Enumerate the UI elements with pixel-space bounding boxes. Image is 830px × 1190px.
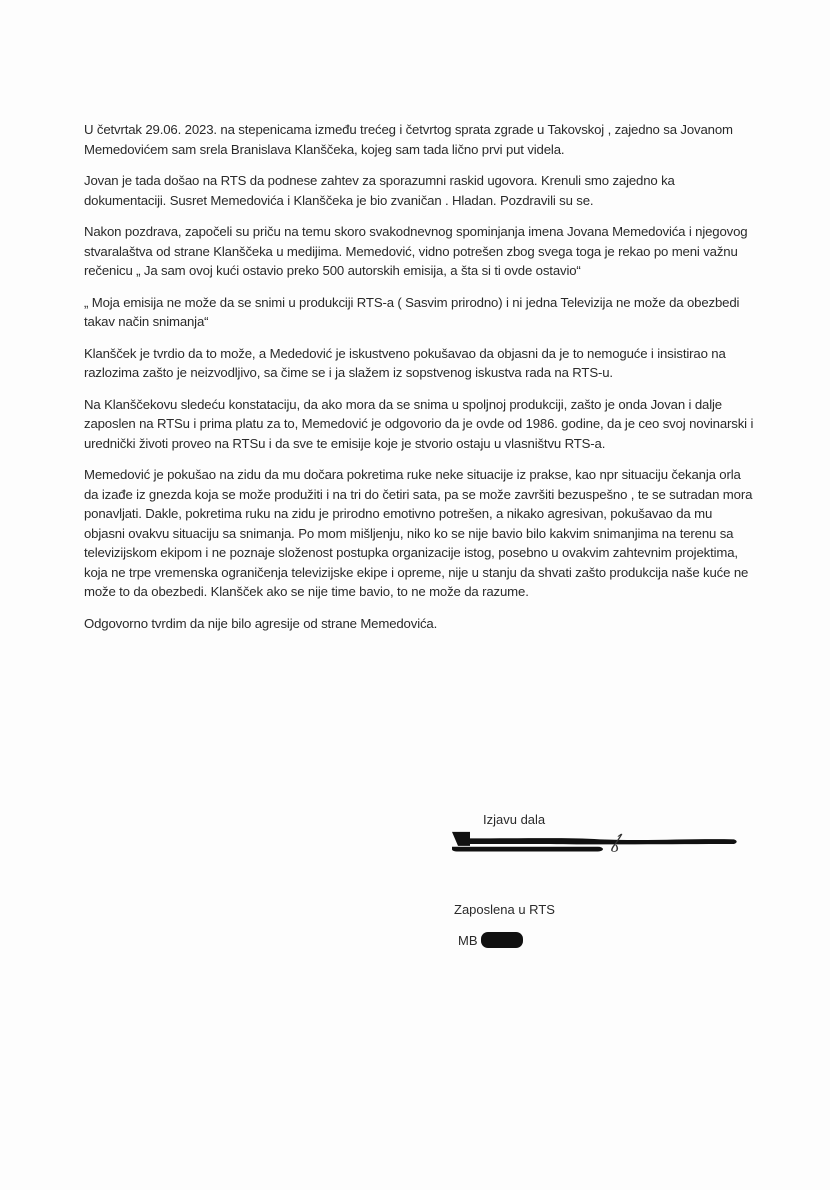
mb-line [458,932,523,948]
paragraph-4: „ Moja emisija ne može da se snimi u produkciji RTS-a ( Sasvim prirodno) i ni jedna Televizija ne može da obezbedi takav način snimanja“ [84,294,740,329]
paragraph-3: Nakon pozdrava, započeli su priču na temu skoro svakodnevnog spominjanja imena Jovana Memedovića i njegovog stvaralaštva od strane Klanščeka u medijima. Memedović, vidno potrešen zbog svega toga je rekao po meni važnu rečenicu „ Ja sam ovoj kući ostavio preko 500 autorskih emisija, a šta si ti ovde ostavio“ [84,224,748,278]
paragraph-5: Klanšček je tvrdio da to može, a Mededović je iskustveno pokušavao da objasni da je to nemoguće i insistirao na razlozima zašto je neizvodljivo, sa čime se i ja slažem iz sopstvenog iskustva rada na RTS-u. [84,345,726,380]
paragraph-7: Memedović je pokušao na zidu da mu dočara pokretima ruke neke situacije iz prakse, kao npr situaciju čekanja orla da izađe iz gnezda koja se može produžiti i na tri do četiri sata, pa se može završiti bezuspešno , te se sutradan mora ponavljati. Dakle, pokretima ruku na zidu je prirodno emotivno potrešen, a nikako agresivan, pokušavao da mu objasni ovakvu situaciju sa snimanja. Po mom mišljenju, niko ko se nije bavio bilo kakvim snimanjima na terenu sa televizijskom ekipom i ne poznaje složenost postupka organizacije istog, posebno u ovakvim zahtevnim projektima, koja ne trpe vremenska ograničenja televizijske ekipe i opreme, nije u stanju da shvati zašto produkcija naše kuće ne može to da obezbedi. Klanšček ako se nije time bavio, to ne može da razume. [84,467,753,599]
mb-label: MB [458,932,478,948]
paragraph-8: Odgovorno tvrdim da nije bilo agresije od strane Memedovića. [84,615,438,631]
paragraph-2: Jovan je tada došao na RTS da podnese zahtev za sporazumni raskid ugovora. Krenuli smo zajedno ka dokumentaciji. Susret Memedovića i Klanščeka je bio zvaničan . Hladan. Pozdravili su se. [84,173,675,208]
redacted-signature [450,830,740,858]
paragraph-1: U četvrtak 29.06. 2023. na stepenicama između trećeg i četvrtog sprata zgrade u Takovskoj , zajedno sa Jovanom Memedovićem sam srela Branislava Klanščeka, kojeg sam tada lično prvi put videla. [84,122,733,157]
paragraph-6: Na Klanščekovu sledeću konstataciju, da ako mora da se snima u spoljnoj produkciji, zašto je onda Jovan i dalje zaposlen na RTSu i prima platu za to, Memedović je odgovorio da je ovde od 1986. godine, da je ceo svoj novinarski i urednički životi proveo na RTSu i da sve te emisije koje je stvorio ostaju u vlasništvu RTS-a. [84,396,754,451]
redacted-mb-number [481,932,523,948]
employee-line: Zaposlena u RTS [454,902,555,917]
signature-label: Izjavu dala [483,812,546,827]
statement-body [84,120,754,645]
